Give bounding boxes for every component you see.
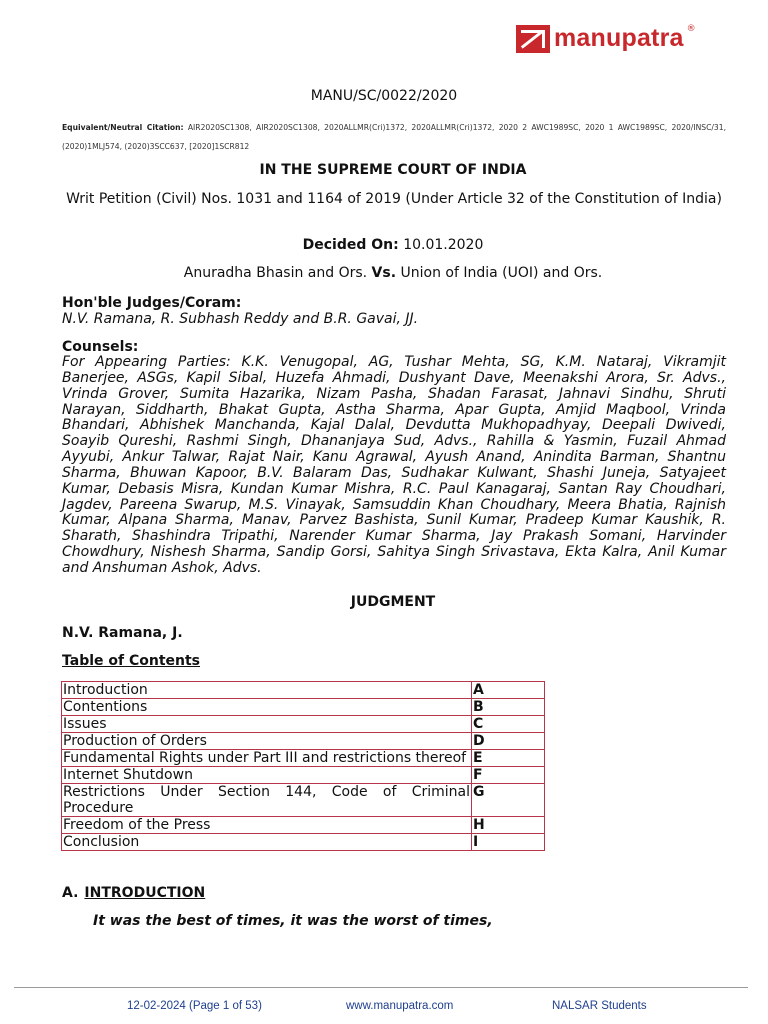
footer-website-link[interactable]: www.manupatra.com (346, 1000, 454, 1012)
decided-label: Decided On: (302, 237, 399, 253)
opening-quote: It was the best of times, it was the worst of times, (93, 913, 493, 929)
equivalent-citation-label: Equivalent/Neutral Citation: (62, 123, 184, 132)
footer-date-page: 12-02-2024 (Page 1 of 53) (127, 1000, 262, 1012)
toc-row[interactable] (62, 784, 545, 817)
toc-label[interactable]: Contentions (62, 699, 472, 716)
section-a-title: INTRODUCTION (84, 885, 206, 901)
section-a-heading (62, 885, 205, 901)
respondent: Union of India (UOI) and Ors. (400, 265, 603, 281)
manupatra-logo-icon (516, 25, 550, 53)
decided-date: 10.01.2020 (403, 237, 484, 253)
toc-letter: A (472, 682, 545, 699)
equivalent-citation (62, 118, 726, 156)
petition-title: Writ Petition (Civil) Nos. 1031 and 1164 of 2019 (Under Article 32 of the Constitution of India) (66, 191, 722, 207)
registered-mark: ® (686, 24, 696, 34)
toc-letter: I (472, 834, 545, 851)
toc-letter: E (472, 750, 545, 767)
toc-row[interactable] (62, 767, 545, 784)
toc-label[interactable]: Freedom of the Press (62, 817, 472, 834)
toc-row[interactable] (62, 699, 545, 716)
toc-table (61, 681, 545, 851)
brand-name: manupatra (554, 24, 684, 52)
toc-row[interactable] (62, 834, 545, 851)
counsels-heading: Counsels: (62, 339, 139, 355)
versus: Vs. (371, 265, 397, 281)
toc-row[interactable] (62, 682, 545, 699)
toc-row[interactable] (62, 733, 545, 750)
toc-letter: C (472, 716, 545, 733)
petitioner: Anuradha Bhasin and Ors. (183, 265, 368, 281)
manupatra-logo (516, 24, 696, 53)
section-a-number: A. (62, 885, 79, 901)
toc-row[interactable] (62, 817, 545, 834)
judges-heading: Hon'ble Judges/Coram: (62, 295, 242, 311)
toc-heading: Table of Contents (62, 653, 201, 669)
judgment-heading: JUDGMENT (350, 594, 436, 610)
toc-row[interactable] (62, 750, 545, 767)
toc-letter: B (472, 699, 545, 716)
toc-letter: F (472, 767, 545, 784)
citation-id: MANU/SC/0022/2020 (310, 88, 458, 104)
toc-row[interactable] (62, 716, 545, 733)
toc-label[interactable]: Issues (62, 716, 472, 733)
equivalent-citation-text: AIR2020SC1308, AIR2020SC1308, 2020ALLMR(Cri)1372, 2020ALLMR(Cri)1372, 2020 2 AWC1989SC, 2020 1 AWC1989SC, 2020/INSC/31, (2020)1MLJ574, (2020)3SCC637, [2020]1SCR812 (62, 123, 727, 151)
judges-names: N.V. Ramana, R. Subhash Reddy and B.R. Gavai, JJ. (62, 311, 419, 327)
toc-label[interactable]: Introduction (62, 682, 472, 699)
toc-letter: D (472, 733, 545, 750)
toc-label[interactable]: Fundamental Rights under Part III and restrictions thereof (62, 750, 472, 767)
decided-on (0, 237, 768, 253)
case-parties (0, 265, 768, 281)
toc-label[interactable]: Internet Shutdown (62, 767, 472, 784)
toc-letter: G (472, 784, 545, 817)
counsels-text: For Appearing Parties: K.K. Venugopal, AG, Tushar Mehta, SG, K.M. Nataraj, Vikramjit Banerjee, ASGs, Kapil Sibal, Huzefa Ahmadi, Dushyant Dave, Meenakshi Arora, Sr. Advs., Vrinda Grover, Sumita Hazarika, Nizam Pasha, Shadan Farasat, Jahnavi Sindhu, Shruti Narayan, Siddharth, Bhakat Gupta, Astha Sharma, Apar Gupta, Amjid Maqbool, Vrinda Bhandari, Abhishek Manchanda, Kajal Dalal, Devdutta Mukhopadhyay, Deepali Dwivedi, Soayib Qureshi, Rashmi Singh, Dhananjaya Sud, Advs., Rahilla & Yasmin, Fuzail Ahmad Ayyubi, Ankur Talwar, Rajat Nair, Kanu Agrawal, Ayush Anand, Anindita Barman, Shantnu Sharma, Bhuwan Kapoor, B.V. Balaram Das, Sudhakar Kulwant, Shashi Juneja, Satyajeet Kumar, Debasis Misra, Kundan Kumar Mishra, R.C. Paul Kanagaraj, Santan Ray Choudhari, Jagdev, Pareena Swarup, M.S. Vinayak, Samsuddin Khan Choudhary, Meera Bhatia, Rajnish Kumar, Alpana Sharma, Manav, Parvez Bashista, Sunil Kumar, Pradeep Kumar Kaushik, R. Sharath, Shashindra Tripathi, Narender Kumar Sharma, Jay Prakash Somani, Harvinder Chowdhury, Nishesh Sharma, Sandip Gorsi, Sahitya Singh Srivastava, Ekta Kalra, Anil Kumar and Anshuman Ashok, Advs. (62, 354, 726, 576)
footer-user: NALSAR Students (552, 1000, 647, 1012)
toc-label[interactable]: Conclusion (62, 834, 472, 851)
toc-label[interactable]: Production of Orders (62, 733, 472, 750)
toc-letter: H (472, 817, 545, 834)
toc-label[interactable]: Restrictions Under Section 144, Code of Criminal Procedure (63, 784, 470, 816)
judgment-author: N.V. Ramana, J. (62, 625, 183, 641)
footer-divider (14, 987, 748, 988)
court-name: IN THE SUPREME COURT OF INDIA (259, 162, 527, 178)
